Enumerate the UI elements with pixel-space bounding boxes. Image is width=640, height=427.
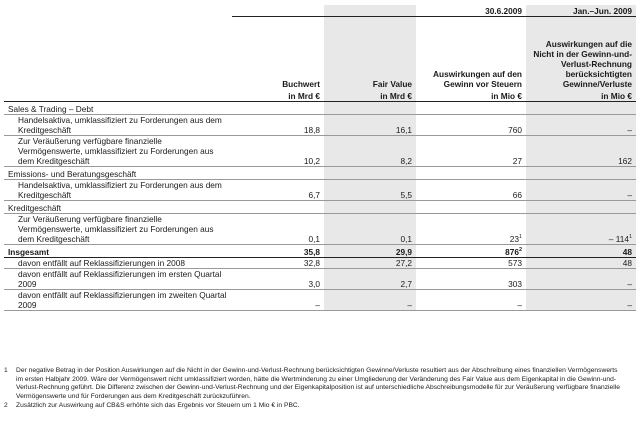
cell-value: – xyxy=(324,290,416,311)
row-label: Handelsaktiva, umklassifiziert zu Forderungen aus dem Kreditgeschäft xyxy=(4,180,232,201)
cell-value: – xyxy=(232,290,324,311)
total-value xyxy=(416,245,526,258)
cell-value: 162 xyxy=(526,136,636,167)
total-value: 35,8 xyxy=(232,245,324,258)
period-header-jan-jun-2009: Jan.–Jun. 2009 xyxy=(526,5,636,17)
subtotal-row xyxy=(4,290,636,311)
footnote-text: Der negative Betrag in der Position Auswirkungen auf die Nicht in der Gewinn-und-Verlust-Rechnung berücksichtigten Gewinne/Verluste resultiert aus der Abschreibung eines finanziellen Vermögenswerts im ersten Halbjahr 2009. Wäre der Vermögenswert nicht umklassifiziert worden, hätte die Wertminderung zu einer Umgliederung der Veränderung des Fair Value aus dem Eigenkapital in die Gewinn-und-Verlust-Rechnung geführt. Die Differenz zwischen der Gewinn-und-Verlust-Rechnung und der Eigenkapitalposition ist auf unterschiedliche Abschreibungsmodelle für zur Veräußerung verfügbare finanzielle Vermögenswerte und für Forderungen aus dem Kreditgeschäft zurückzuführen. xyxy=(16,367,620,400)
period-header-30-6-2009: 30.6.2009 xyxy=(416,5,526,17)
unit-label: in Mio € xyxy=(416,89,526,102)
cell-value: 32,8 xyxy=(232,258,324,269)
row-label: Handelsaktiva, umklassifiziert zu Forderungen aus dem Kreditgeschäft xyxy=(4,115,232,136)
cell-value xyxy=(526,214,636,245)
row-label: davon entfällt auf Reklassifizierungen im zweiten Quartal 2009 xyxy=(4,290,232,311)
section-title: Emissions- und Beratungsgeschäft xyxy=(4,167,232,180)
row-label: davon entfällt auf Reklassifizierungen im ersten Quartal 2009 xyxy=(4,269,232,290)
row-label: davon entfällt auf Reklassifizierungen in 2008 xyxy=(4,258,232,269)
cell-value: 3,0 xyxy=(232,269,324,290)
subtotal-row xyxy=(4,269,636,290)
total-value: 48 xyxy=(526,245,636,258)
cell-value: 0,1 xyxy=(324,214,416,245)
unit-label: in Mrd € xyxy=(324,89,416,102)
row-label: Zur Veräußerung verfügbare finanzielle Vermögenswerte, umklassifiziert zu Forderungen aus dem Kreditgeschäft xyxy=(4,136,232,167)
footnote xyxy=(4,402,624,411)
cell-value: – xyxy=(526,290,636,311)
unit-label: in Mio € xyxy=(526,89,636,102)
cell-value: 303 xyxy=(416,269,526,290)
cell-value: 5,5 xyxy=(324,180,416,201)
unit-label: in Mrd € xyxy=(232,89,324,102)
cell-value: 2,7 xyxy=(324,269,416,290)
cell-value: 27,2 xyxy=(324,258,416,269)
table-row xyxy=(4,214,636,245)
row-label: Zur Veräußerung verfügbare finanzielle Vermögenswerte, umklassifiziert zu Forderungen aus dem Kreditgeschäft xyxy=(4,214,232,245)
column-header-row xyxy=(4,17,636,90)
cell-number: 876 xyxy=(505,247,519,257)
cell-value: 66 xyxy=(416,180,526,201)
footnote-text: Zusätzlich zur Auswirkung auf CB&S erhöhte sich das Ergebnis vor Steuern um 1 Mio € in PBC. xyxy=(16,402,300,410)
table-row xyxy=(4,115,636,136)
cell-number: 23 xyxy=(509,234,519,244)
footnote-number: 1 xyxy=(4,367,8,374)
period-header-row xyxy=(4,5,636,17)
column-header-fair-value: Fair Value xyxy=(324,17,416,90)
footnote-marker: 1 xyxy=(628,234,632,241)
total-value: 29,9 xyxy=(324,245,416,258)
section-header xyxy=(4,167,636,180)
cell-value: 8,2 xyxy=(324,136,416,167)
cell-value: 48 xyxy=(526,258,636,269)
column-header-nicht-guv: Auswirkungen auf die Nicht in der Gewinn-und-Verlust-Rechnung berücksichtigten Gewinne/Verluste xyxy=(526,17,636,90)
total-label: Insgesamt xyxy=(4,245,232,258)
section-header xyxy=(4,102,636,115)
cell-value: 10,2 xyxy=(232,136,324,167)
cell-value: 573 xyxy=(416,258,526,269)
table-row xyxy=(4,180,636,201)
cell-value: 18,8 xyxy=(232,115,324,136)
section-header xyxy=(4,201,636,214)
cell-number: – 114 xyxy=(608,234,629,244)
cell-value: 0,1 xyxy=(232,214,324,245)
cell-value: 16,1 xyxy=(324,115,416,136)
section-title: Kreditgeschäft xyxy=(4,201,232,214)
cell-value: 27 xyxy=(416,136,526,167)
footnote xyxy=(4,367,624,401)
cell-value: 6,7 xyxy=(232,180,324,201)
unit-row xyxy=(4,89,636,102)
footnote-marker: 2 xyxy=(518,247,522,254)
column-header-gewinn-vor-steuern: Auswirkungen auf den Gewinn vor Steuern xyxy=(433,69,522,89)
table-row xyxy=(4,136,636,167)
cell-value: 760 xyxy=(416,115,526,136)
section-title: Sales & Trading – Debt xyxy=(4,102,232,115)
footnotes xyxy=(4,367,624,412)
total-row xyxy=(4,245,636,258)
footnote-marker: 1 xyxy=(518,234,522,241)
cell-value: – xyxy=(526,115,636,136)
reclassification-table xyxy=(4,5,636,311)
cell-value: – xyxy=(526,180,636,201)
subtotal-row xyxy=(4,258,636,269)
column-header-buchwert: Buchwert xyxy=(282,79,320,89)
cell-value xyxy=(416,214,526,245)
cell-value: – xyxy=(416,290,526,311)
cell-value: – xyxy=(526,269,636,290)
footnote-number: 2 xyxy=(4,402,8,410)
